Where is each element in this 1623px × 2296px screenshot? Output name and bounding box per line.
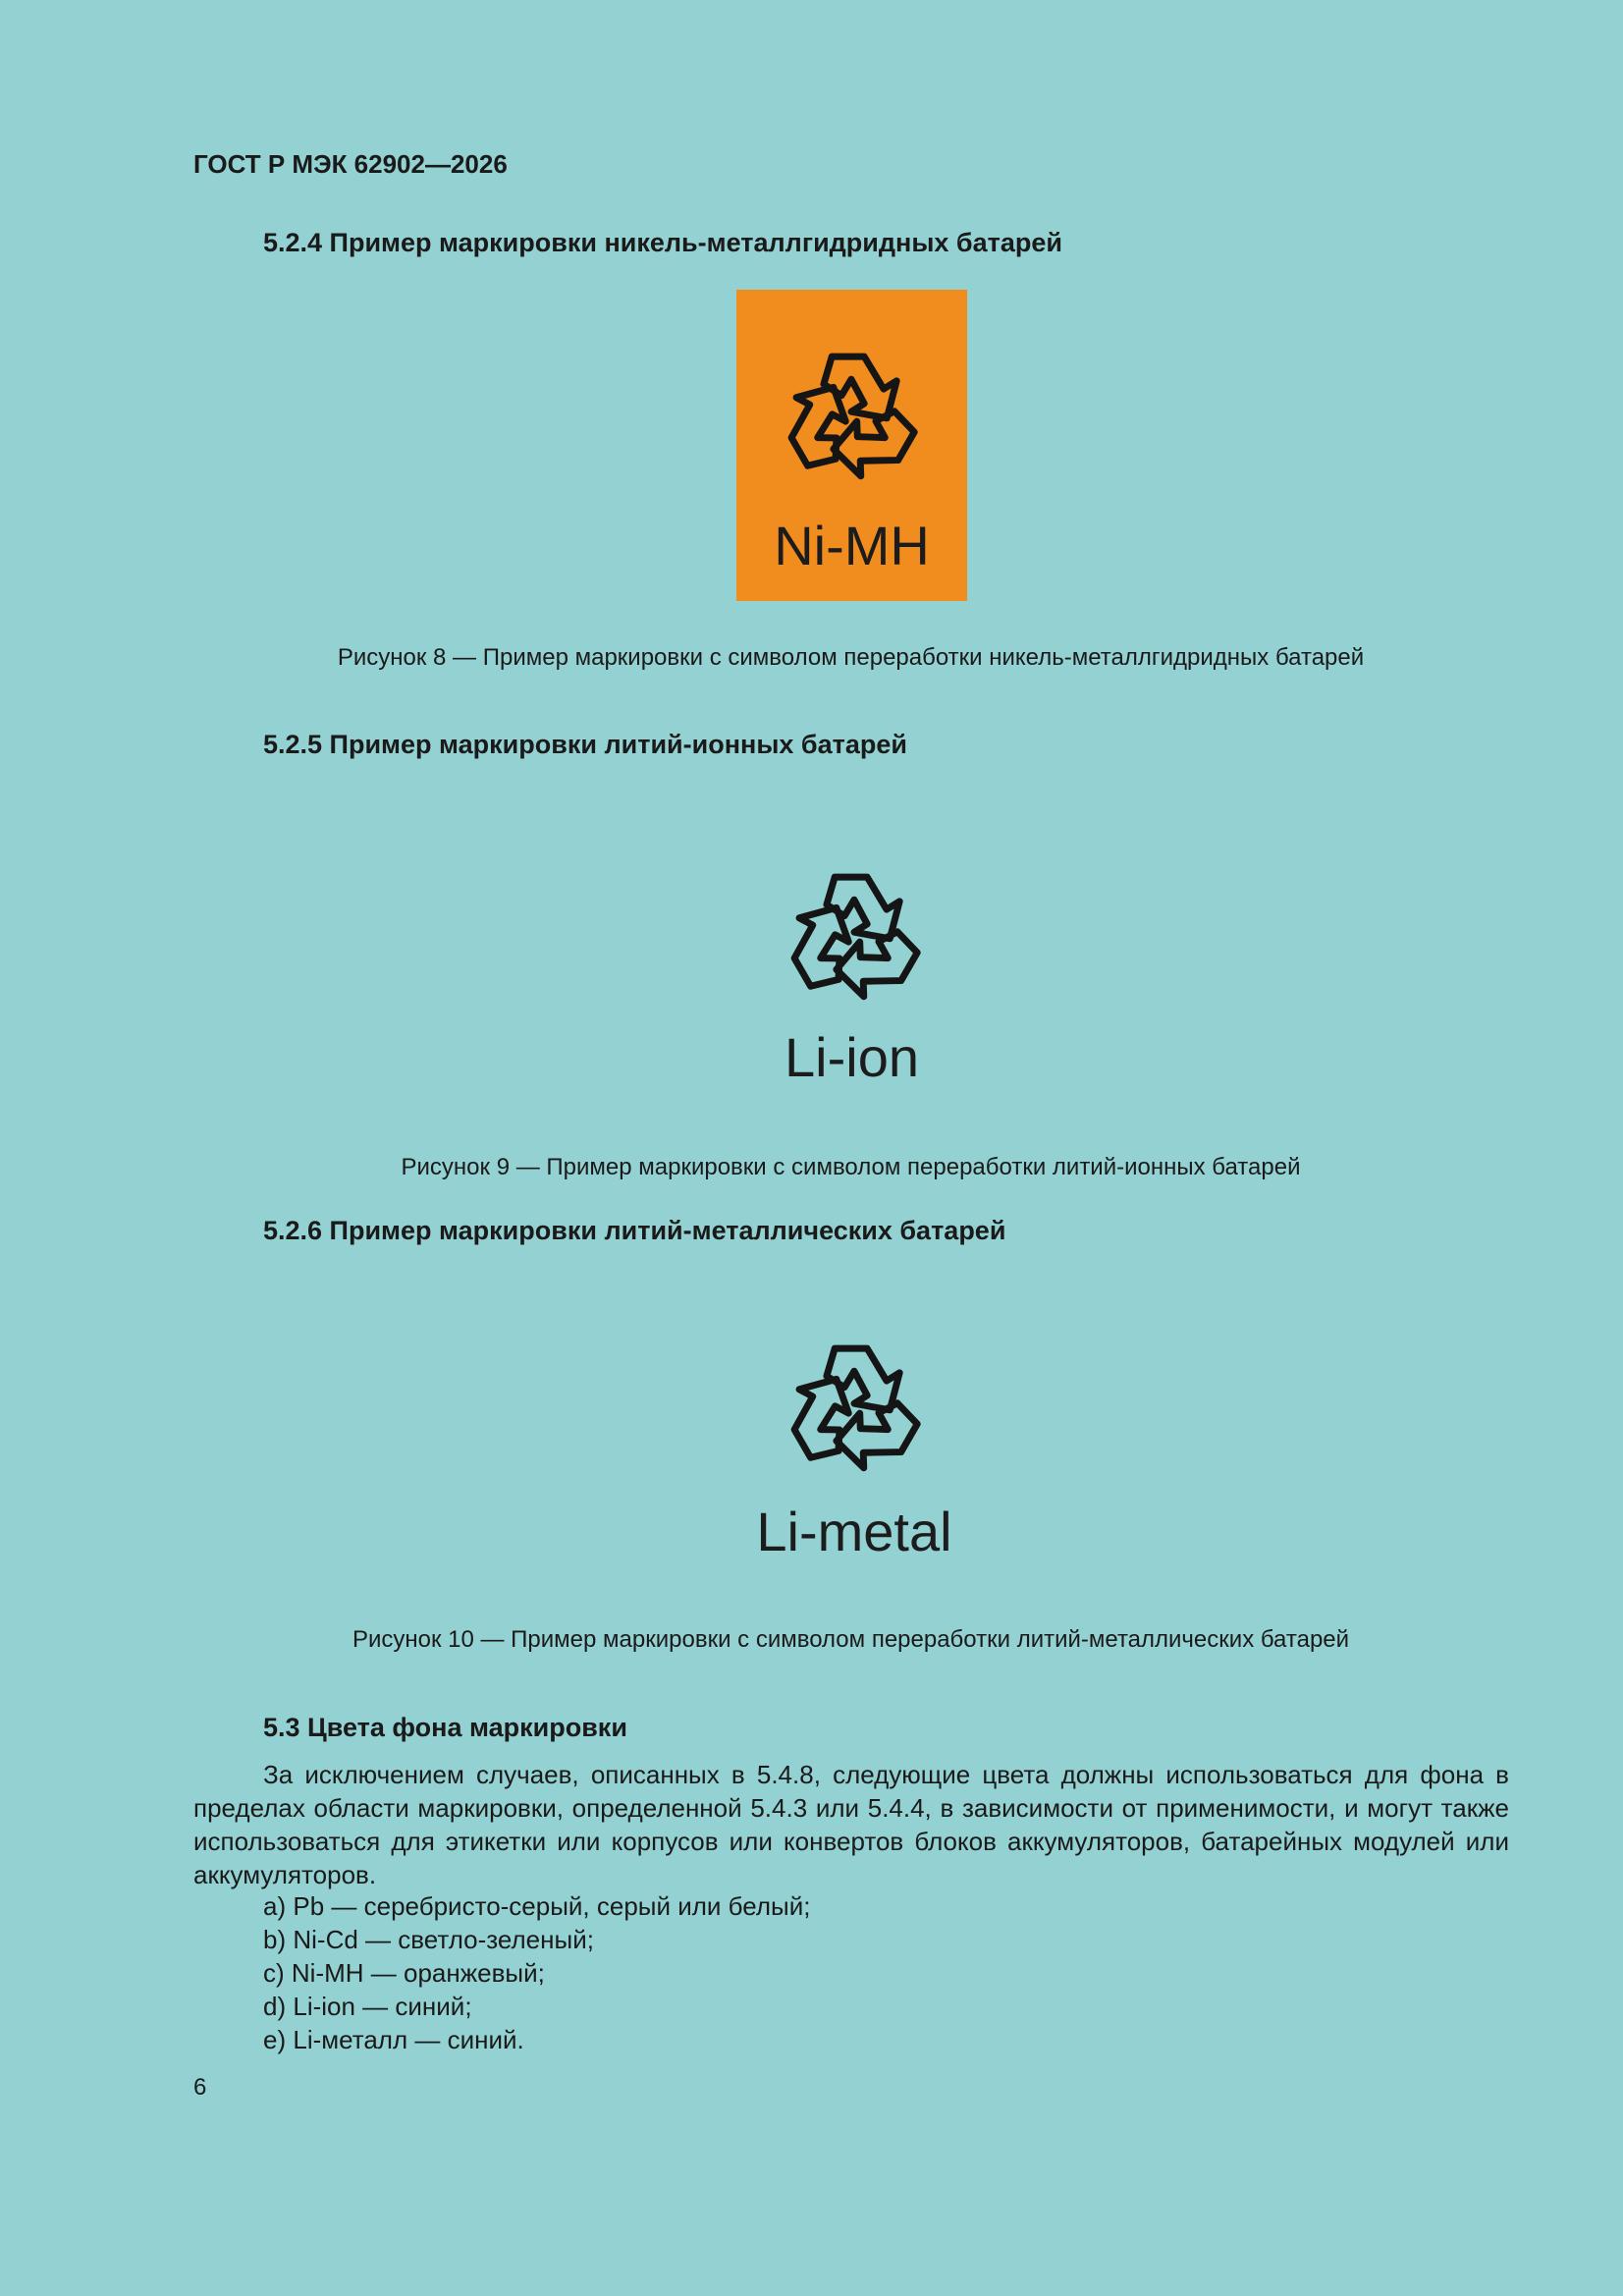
figure-10-marking (727, 1282, 982, 1566)
marking-label: Ni-MH (774, 515, 930, 576)
list-item (263, 1889, 810, 1923)
color-list (263, 1889, 810, 2056)
body-paragraph (193, 1758, 1509, 1891)
list-item (263, 1990, 810, 2023)
marking-label: Li-metal (756, 1501, 952, 1562)
recycle-icon (771, 1326, 938, 1488)
list-item-text: Ni-MH — оранжевый; (291, 1958, 545, 1988)
section-heading-5-2-6: 5.2.6 Пример маркировки литий-металлических батарей (263, 1216, 1006, 1245)
section-heading-5-2-5: 5.2.5 Пример маркировки литий-ионных батарей (263, 730, 907, 759)
figure-9-caption: Рисунок 9 — Пример маркировки с символом переработки литий-ионных батарей (401, 1154, 1301, 1180)
figure-8-marking (736, 290, 967, 601)
list-item-text: Li-ion — синий; (293, 1992, 472, 2021)
list-item-text: Li-металл — синий. (293, 2025, 524, 2054)
marking-label: Li-ion (784, 1026, 919, 1088)
figure-8-caption: Рисунок 8 — Пример маркировки с символом переработки никель-металлгидридных батарей (337, 644, 1365, 671)
section-heading-5-2-4: 5.2.4 Пример маркировки никель-металлгидридных батарей (263, 228, 1062, 257)
list-item-text: Ni-Cd — светло-зеленый; (293, 1925, 594, 1954)
list-marker: e) (263, 2025, 287, 2054)
recycle-icon (771, 854, 938, 1016)
list-item-text: Pb — серебристо-серый, серый или белый; (293, 1891, 811, 1921)
figure-10-caption: Рисунок 10 — Пример маркировки с символом переработки литий-металлических батарей (352, 1626, 1350, 1653)
recycle-icon (768, 334, 935, 496)
section-heading-5-3: 5.3 Цвета фона маркировки (263, 1713, 627, 1742)
page-number: 6 (193, 2074, 207, 2101)
list-marker: b) (263, 1925, 287, 1954)
document-header: ГОСТ Р МЭК 62902—2026 (193, 149, 508, 179)
list-marker: d) (263, 1992, 287, 2021)
list-item (263, 2023, 810, 2056)
list-marker: a) (263, 1891, 287, 1921)
list-marker: c) (263, 1958, 285, 1988)
list-item (263, 1956, 810, 1990)
figure-9-marking (736, 807, 967, 1089)
paragraph-text: За исключением случаев, описанных в 5.4.8, следующие цвета должны использоваться для фона в пределах области маркировки, определенной 5.4.3 или 5.4.4, в зависимости от применимости, и могут также использоваться для этикетки или корпусов или конвертов блоков аккумуляторов, батарейных модулей или аккумуляторов. (193, 1760, 1509, 1889)
list-item (263, 1923, 810, 1956)
